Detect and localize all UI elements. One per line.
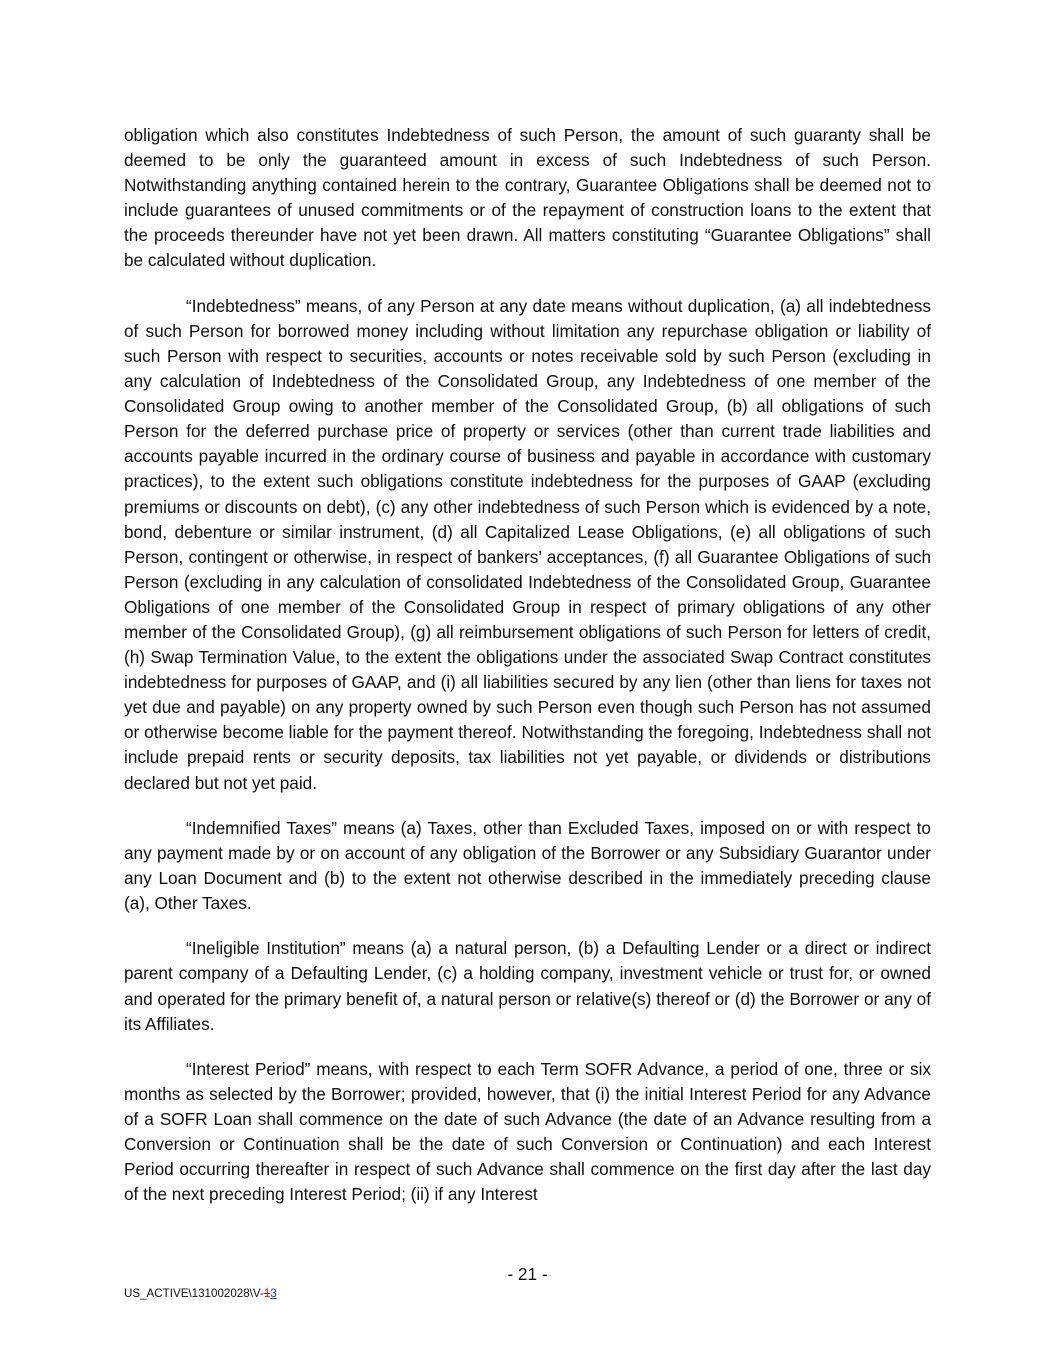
document-id-inserted-version: 3: [270, 1287, 277, 1300]
paragraph-indebtedness-definition: “Indebtedness” means, of any Person at any date means without duplication, (a) all indebtedness of such Person for borrowed money including without limitation any repurchase obligation or liability of such Person with respect to securities, accounts or notes receivable sold by such Person (excluding in any calculation of Indebtedness of the Consolidated Group, any Indebtedness of one member of the Consolidated Group owing to another member of the Consolidated Group, (b) all obligations of such Person for the deferred purchase price of property or services (other than current trade liabilities and accounts payable incurred in the ordinary course of business and payable in accordance with customary practices), to the extent such obligations constitute indebtedness for the purposes of GAAP (excluding premiums or discounts on debt), (c) any other indebtedness of such Person which is evidenced by a note, bond, debenture or similar instrument, (d) all Capitalized Lease Obligations, (e) all obligations of such Person, contingent or otherwise, in respect of bankers’ acceptances, (f) all Guarantee Obligations of such Person (excluding in any calculation of consolidated Indebtedness of the Consolidated Group, Guarantee Obligations of one member of the Consolidated Group in respect of primary obligations of any other member of the Consolidated Group), (g) all reimbursement obligations of such Person for letters of credit, (h) Swap Termination Value, to the extent the obligations under the associated Swap Contract constitutes indebtedness for purposes of GAAP, and (i) all liabilities secured by any lien (other than liens for taxes not yet due and payable) on any property owned by such Person even though such Person has not assumed or otherwise become liable for the payment thereof. Notwithstanding the foregoing, Indebtedness shall not include prepaid rents or security deposits, tax liabilities not yet payable, or dividends or distributions declared but not yet paid.: [124, 295, 931, 793]
paragraph-guarantee-obligations-continued: obligation which also constitutes Indebtedness of such Person, the amount of such guaranty shall be deemed to be only the guaranteed amount in excess of such Indebtedness of such Person. Notwithstanding anything contained herein to the contrary, Guarantee Obligations shall be deemed not to include guarantees of unused commitments or of the repayment of construction loans to the extent that the proceeds thereunder have not yet been drawn. All matters constituting “Guarantee Obligations” shall be calculated without duplication.: [124, 125, 931, 271]
document-body: [124, 123, 931, 1228]
paragraph-interest-period-definition: “Interest Period” means, with respect to each Term SOFR Advance, a period of one, three or six months as selected by the Borrower; provided, however, that (i) the initial Interest Period for any Advance of a SOFR Loan shall commence on the date of such Advance (the date of an Advance resulting from a Conversion or Continuation shall be the date of such Conversion or Continuation) and each Interest Period occurring thereafter in respect of such Advance shall commence on the first day after the last day of the next preceding Interest Period; (ii) if any Interest: [124, 1058, 931, 1205]
paragraph-ineligible-institution-definition: “Ineligible Institution” means (a) a natural person, (b) a Defaulting Lender or a direct or indirect parent company of a Defaulting Lender, (c) a holding company, investment vehicle or trust for, or owned and operated for the primary benefit of, a natural person or relative(s) thereof or (d) the Borrower or any of its Affiliates.: [124, 938, 931, 1034]
document-id-footer: [124, 1286, 277, 1302]
paragraph-indemnified-taxes-definition: “Indemnified Taxes” means (a) Taxes, other than Excluded Taxes, imposed on or with respect to any payment made by or on account of any obligation of the Borrower or any Subsidiary Guarantor under any Loan Document and (b) to the extent not otherwise described in the immediately preceding clause (a), Other Taxes.: [124, 817, 931, 914]
document-id-deleted-version: 1: [263, 1287, 271, 1300]
page-number: - 21 -: [507, 1264, 548, 1284]
document-id-prefix: US_ACTIVE\131002028\V-: [124, 1287, 264, 1300]
